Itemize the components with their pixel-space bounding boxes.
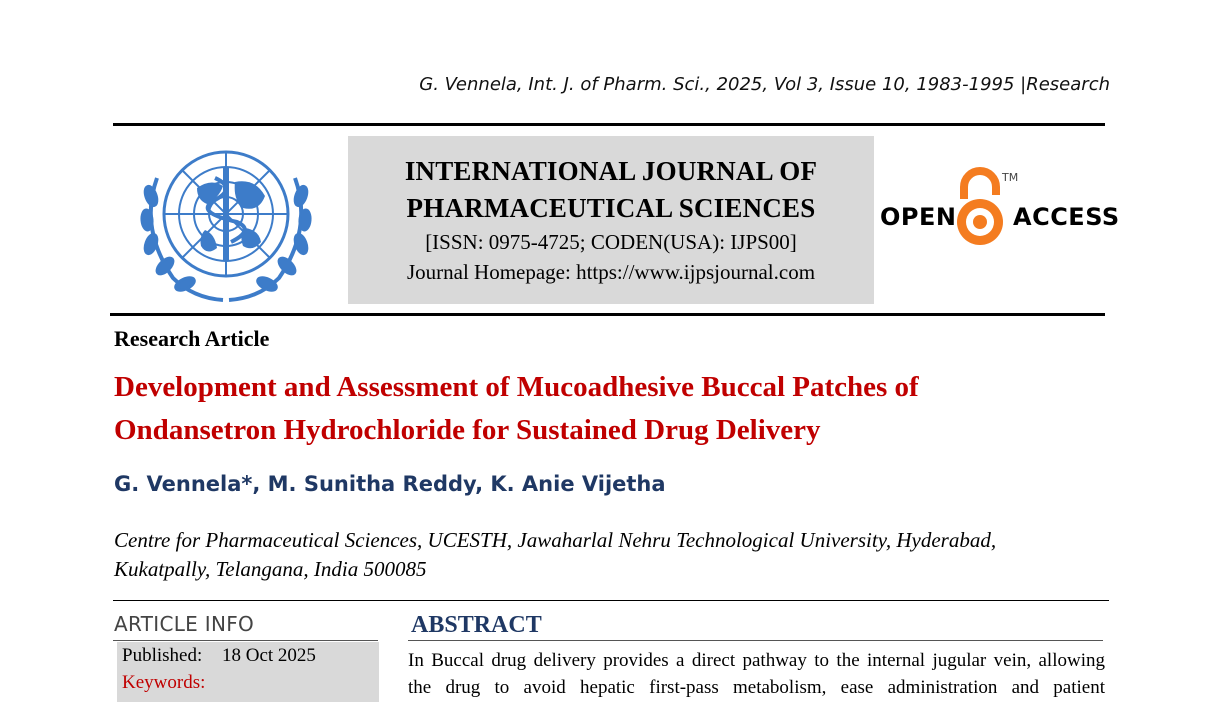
article-info-rule [113,640,378,641]
header-top-rule [113,123,1105,126]
published-date: 18 Oct 2025 [222,645,316,666]
open-access-word-access: ACCESS [1013,203,1120,231]
article-type: Research Article [114,326,270,351]
abstract-rule [408,640,1103,641]
abstract-text [408,647,1105,701]
journal-title [348,153,874,227]
open-access-word-open: OPEN [880,203,957,231]
journal-title-line-1: INTERNATIONAL JOURNAL OF [404,156,818,186]
keywords-label: Keywords: [122,672,206,693]
article-info-heading: ARTICLE INFO [114,612,255,636]
author-list: G. Vennela*, M. Sunitha Reddy, K. Anie Vijetha [114,472,666,496]
open-access-logo [878,165,1120,255]
affiliation-line-1: Centre for Pharmaceutical Sciences, UCESTH, Jawaharlal Nehru Technological University, Hyderabad, [114,528,997,552]
affiliation [114,526,1094,584]
affiliation-line-2: Kukatpally, Telangana, India 500085 [114,557,427,581]
article-title-line-2: Ondansetron Hydrochloride for Sustained Drug Delivery [114,414,821,446]
trademark-mark: TM [1002,171,1019,184]
open-lock-icon [957,171,1003,245]
header-bottom-rule [110,313,1105,316]
running-head: G. Vennela, Int. J. of Pharm. Sci., 2025, Vol 3, Issue 10, 1983-1995 |Research [419,74,1110,95]
abstract-line-2: the drug to avoid hepatic first-pass metabolism, ease administration and patient [408,677,1105,698]
section-divider [113,600,1109,601]
article-title-line-1: Development and Assessment of Mucoadhesive Buccal Patches of [114,371,919,403]
abstract-line-1: In Buccal drug delivery provides a direct pathway to the internal jugular vein, allowing [408,650,1105,671]
article-title [114,366,1094,452]
homepage-line: Journal Homepage: https://www.ijpsjournal.com [406,260,816,284]
published-label: Published: [122,645,203,666]
journal-emblem-logo [127,138,325,306]
issn-line: [ISSN: 0975-4725; CODEN(USA): IJPS00] [425,230,797,254]
journal-masthead [348,136,874,304]
abstract-heading: ABSTRACT [411,612,542,638]
journal-title-line-2: PHARMACEUTICAL SCIENCES [406,193,816,223]
